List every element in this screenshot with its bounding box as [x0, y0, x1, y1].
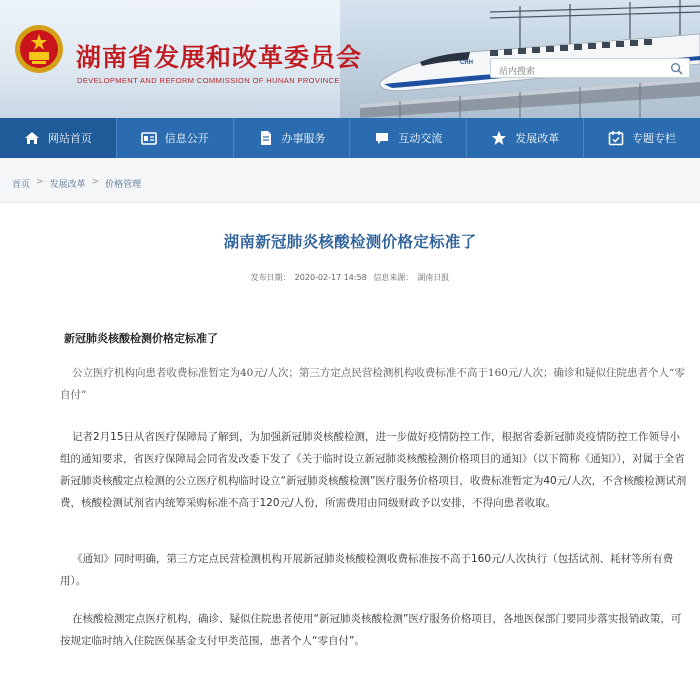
breadcrumb-separator: >	[91, 177, 100, 187]
calendar-icon	[608, 130, 624, 146]
star-icon	[491, 130, 507, 146]
publish-label: 发布日期：	[250, 273, 291, 282]
article	[8, 206, 692, 675]
article-paragraph: 《通知》同时明确，第三方定点民营检测机构开展新冠肺炎核酸检测收费标准按不高于160元/人次执行（包括试剂、耗材等所有费用）。	[60, 553, 674, 587]
breadcrumb-bar	[0, 158, 700, 203]
breadcrumb-price-management[interactable]: 价格管理	[105, 180, 142, 190]
article-paragraph: 在核酸检测定点医疗机构，确诊、疑似住院患者使用“新冠肺炎核酸检测”医疗服务价格项目，各地医保部门要同步落实报销政策，可按规定临时纳入住院医保基金支付甲类范围，患者个人“零自付”。	[60, 613, 682, 647]
nav-item-interaction[interactable]	[350, 118, 467, 158]
site-banner	[0, 0, 700, 118]
nav-item-label: 信息公开	[164, 132, 209, 145]
nav-item-label: 办事服务	[281, 132, 326, 145]
source-value: 湖南日报	[417, 273, 450, 282]
publish-date: 2020-02-17 14:58	[294, 273, 367, 282]
search-box	[490, 58, 690, 78]
nav-item-label: 网站首页	[47, 132, 92, 145]
home-icon	[24, 130, 40, 146]
article-meta	[8, 272, 692, 283]
info-card-icon	[141, 130, 157, 146]
nav-item-info[interactable]	[117, 118, 234, 158]
national-emblem-icon	[14, 22, 64, 76]
search-icon[interactable]	[670, 62, 683, 75]
nav-item-label: 互动交流	[398, 132, 443, 145]
breadcrumb-separator: >	[36, 177, 44, 187]
nav-item-label: 发展改革	[515, 132, 560, 145]
breadcrumb-reform[interactable]: 发展改革	[49, 180, 86, 190]
site-subtitle: DEVELOPMENT AND REFORM COMMISSION OF HUNAN PROVINCE	[77, 76, 340, 85]
site-title: 湖南省发展和改革委员会	[76, 43, 363, 72]
article-subheading: 新冠肺炎核酸检测价格定标准了	[64, 332, 218, 345]
nav-item-topics[interactable]	[584, 118, 700, 158]
main-nav	[0, 118, 700, 158]
breadcrumb	[12, 177, 141, 190]
breadcrumb-home[interactable]: 首页	[12, 180, 31, 190]
search-input[interactable]	[491, 63, 661, 81]
source-label: 信息来源：	[373, 273, 414, 282]
nav-item-reform[interactable]	[467, 118, 584, 158]
chat-icon	[374, 130, 390, 146]
article-title: 湖南新冠肺炎核酸检测价格定标准了	[223, 233, 477, 251]
article-lead: 公立医疗机构向患者收费标准暂定为40元/人次；第三方定点民营检测机构收费标准不高于160元/人次；确诊和疑似住院患者个人“零自付”	[60, 367, 685, 401]
document-icon	[258, 130, 274, 146]
svg-text:CRH: CRH	[460, 60, 473, 66]
nav-item-home[interactable]	[0, 118, 117, 158]
nav-item-label: 专题专栏	[632, 132, 677, 145]
nav-item-services[interactable]	[234, 118, 351, 158]
article-paragraph: 记者2月15日从省医疗保障局了解到，为加强新冠肺炎核酸检测，进一步做好疫情防控工作，根据省委新冠肺炎疫情防控工作领导小组的通知要求，省医疗保障局会同省发改委下发了《关于临时设立新冠肺炎核酸检测价格项目的通知》（以下简称《通知》），对属于全省新冠肺炎核酸定点检测的公立医疗机构临时设立“新冠肺炎核酸检测”医疗服务价格项目，收费标准暂定为40元/人次，不含核酸检测试剂费，核酸检测试剂省内统筹采购标准不高于120元/人份，所需费用由同级财政予以安排，不得向患者收取。	[60, 431, 687, 509]
